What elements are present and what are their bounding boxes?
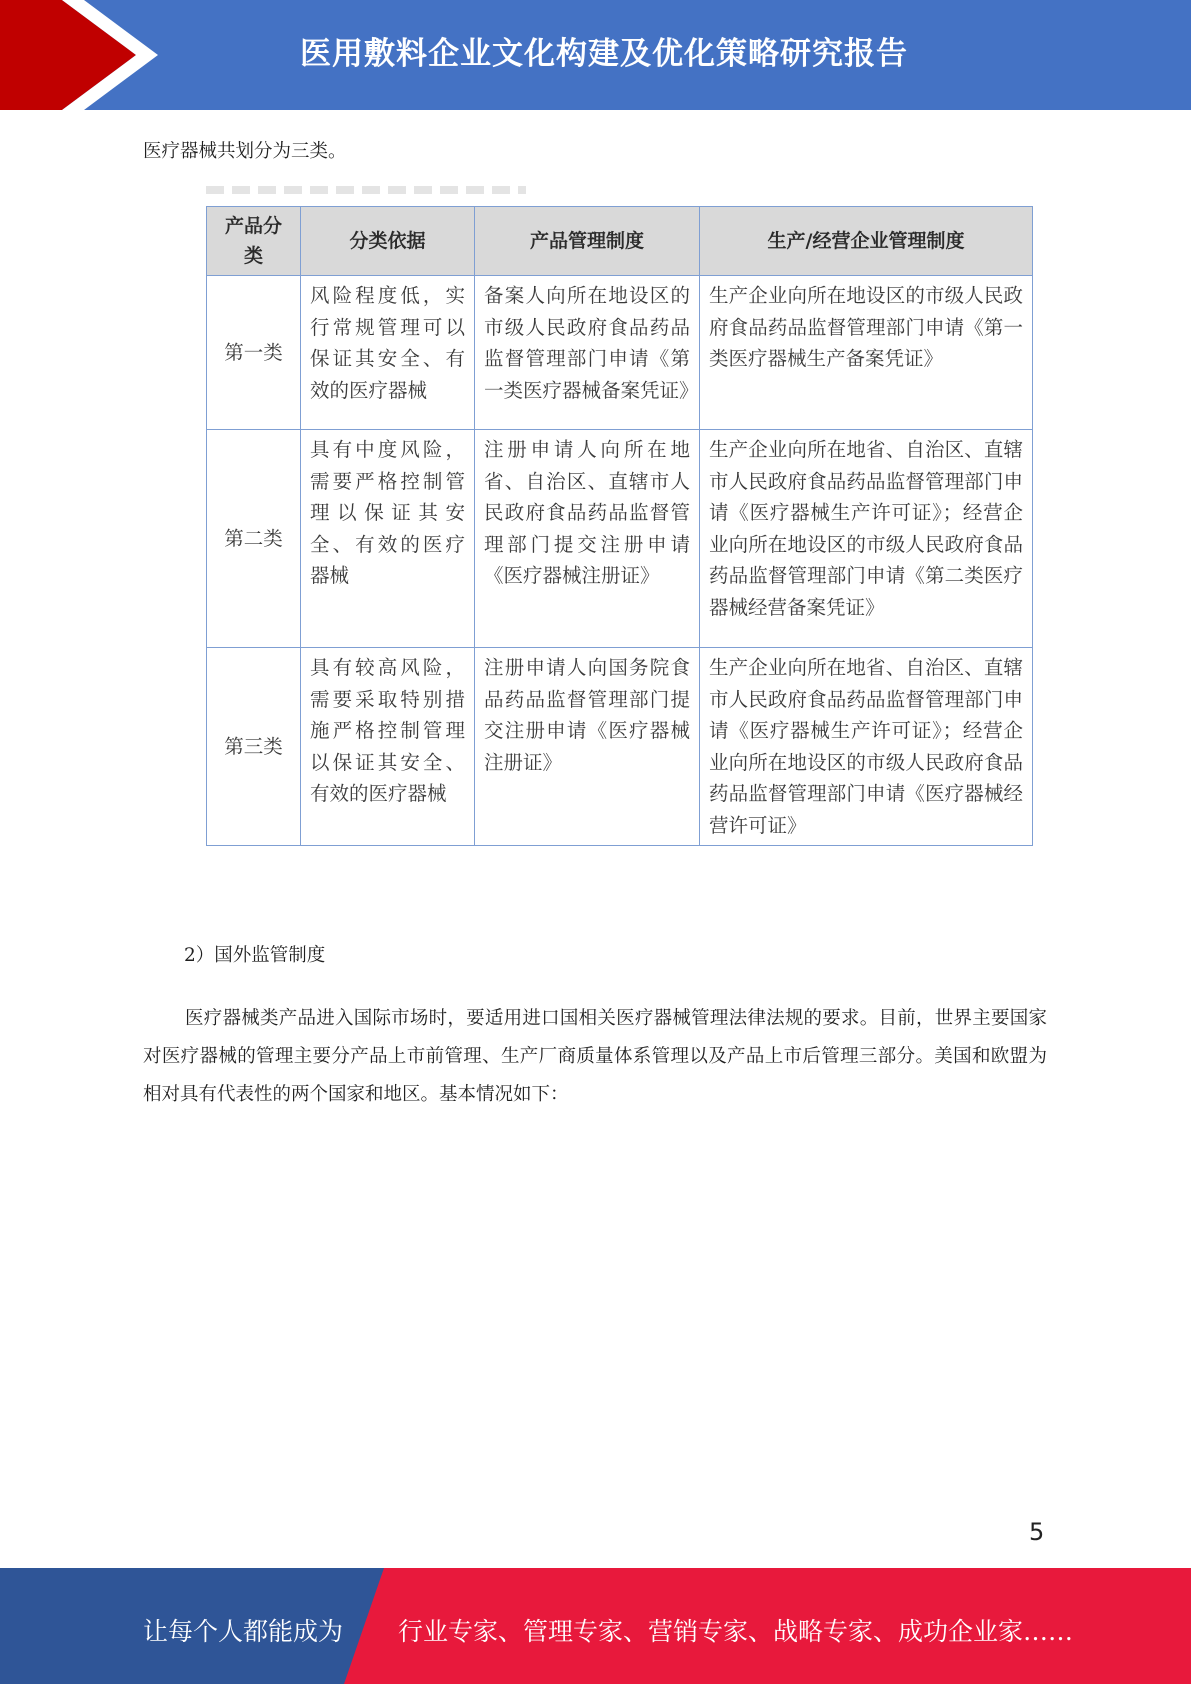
table-row: [207, 648, 1033, 846]
classification-table: [206, 206, 1033, 846]
body-paragraph: 医疗器械类产品进入国际市场时，要适用进口国相关医疗器械管理法律法规的要求。目前，世界主要国家对医疗器械的管理主要分产品上市前管理、生产厂商质量体系管理以及产品上市后管理三部分。美国和欧盟为相对具有代表性的两个国家和地区。基本情况如下：: [143, 1008, 1047, 1105]
cell-basis: 具有中度风险，需要严格控制管理以保证其安全、有效的医疗器械: [301, 430, 475, 648]
intro-text: 医疗器械共划分为三类。: [143, 141, 347, 162]
header-banner: [0, 0, 1191, 110]
cell-category: 第三类: [207, 648, 301, 846]
table-header-row: [207, 207, 1033, 276]
cell-enterprise-mgmt: 生产企业向所在地省、自治区、直辖市人民政府食品药品监督管理部门申请《医疗器械生产许可证》；经营企业向所在地设区的市级人民政府食品药品监督管理部门申请《医疗器械经营许可证》: [700, 648, 1033, 846]
footer-banner: [0, 1568, 1191, 1684]
table-row: [207, 276, 1033, 430]
footer-slogan-right: 行业专家、管理专家、营销专家、战略专家、成功企业家……: [398, 1617, 1074, 1646]
header-enterprise-mgmt: 生产/经营企业管理制度: [700, 207, 1033, 276]
header-basis: 分类依据: [301, 207, 475, 276]
cell-category: 第一类: [207, 276, 301, 430]
cell-category: 第二类: [207, 430, 301, 648]
cell-product-mgmt: 注册申请人向所在地省、自治区、直辖市人民政府食品药品监督管理部门提交注册申请《医疗器械注册证》: [475, 430, 700, 648]
footer-slogan-left: 让每个人都能成为: [143, 1617, 344, 1646]
header-category: 产品分类: [207, 207, 301, 276]
cell-basis: 风险程度低，实行常规管理可以保证其安全、有效的医疗器械: [301, 276, 475, 430]
cell-basis: 具有较高风险，需要采取特别措施严格控制管理以保证其安全、有效的医疗器械: [301, 648, 475, 846]
page-number: 5: [1029, 1518, 1045, 1546]
table-row: [207, 430, 1033, 648]
cell-enterprise-mgmt: 生产企业向所在地省、自治区、直辖市人民政府食品药品监督管理部门申请《医疗器械生产许可证》；经营企业向所在地设区的市级人民政府食品药品监督管理部门申请《第二类医疗器械经营备案凭证》: [700, 430, 1033, 648]
section-heading: 2）国外监管制度: [184, 945, 326, 966]
header-product-mgmt: 产品管理制度: [475, 207, 700, 276]
cell-product-mgmt: 注册申请人向国务院食品药品监督管理部门提交注册申请《医疗器械注册证》: [475, 648, 700, 846]
report-title: 医用敷料企业文化构建及优化策略研究报告: [300, 36, 908, 72]
faded-table-caption: [206, 186, 526, 194]
cell-product-mgmt: 备案人向所在地设区的市级人民政府食品药品监督管理部门申请《第一类医疗器械备案凭证》: [475, 276, 700, 430]
cell-enterprise-mgmt: 生产企业向所在地设区的市级人民政府食品药品监督管理部门申请《第一类医疗器械生产备案凭证》: [700, 276, 1033, 430]
